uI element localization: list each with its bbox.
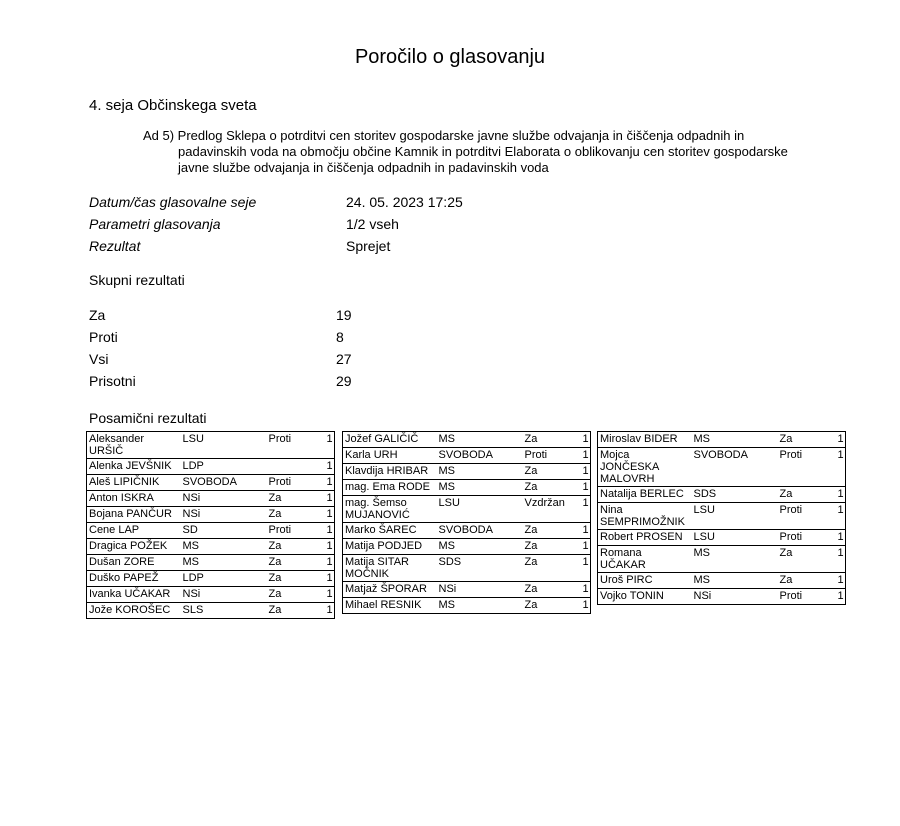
table-row (598, 573, 846, 589)
vote-count (836, 487, 846, 503)
table-row (343, 448, 591, 464)
member-name (87, 539, 181, 555)
votes-table-col-1 (86, 431, 335, 619)
member-name (598, 448, 692, 487)
member-party-text: LSU (438, 497, 460, 509)
member-party (181, 603, 267, 619)
member-vote (267, 571, 325, 587)
member-vote (778, 448, 836, 487)
vote-count (836, 448, 846, 487)
member-vote-text: Proti (779, 504, 803, 516)
member-vote-text: Proti (779, 449, 803, 461)
member-vote (267, 459, 325, 475)
member-party-text: SDS (438, 556, 462, 568)
member-party-text: SD (182, 524, 198, 536)
member-name (87, 475, 181, 491)
vote-count-text: 1 (326, 604, 333, 616)
member-party (692, 448, 778, 487)
member-vote (523, 464, 581, 480)
member-party (437, 448, 523, 464)
member-vote (267, 555, 325, 571)
table-row (343, 555, 591, 582)
session-title: 4. seja Občinskega sveta (89, 97, 257, 114)
totals-value: 8 (336, 329, 344, 345)
member-name (598, 530, 692, 546)
votes-table-col-2 (342, 431, 591, 614)
member-party (181, 571, 267, 587)
vote-count (325, 587, 335, 603)
vote-count (581, 464, 591, 480)
table-row (87, 555, 335, 571)
member-vote-text: Za (524, 556, 538, 568)
param-value: 24. 05. 2023 17:25 (346, 194, 463, 210)
member-party (692, 503, 778, 530)
individual-heading: Posamični rezultati (89, 410, 207, 426)
table-row (343, 496, 591, 523)
vote-count-text: 1 (837, 531, 844, 543)
member-name (87, 555, 181, 571)
member-vote-text: Za (524, 465, 538, 477)
member-party (181, 459, 267, 475)
member-party-text: SVOBODA (693, 449, 748, 461)
member-name-text: Karla URH (345, 449, 398, 461)
vote-count (581, 555, 591, 582)
member-party-text: MS (182, 540, 199, 552)
member-party (181, 475, 267, 491)
member-name-text: Mihael RESNIK (345, 599, 422, 611)
member-party-text: SVOBODA (438, 449, 493, 461)
vote-count (581, 448, 591, 464)
member-party-text: MS (438, 481, 455, 493)
vote-count-text: 1 (837, 590, 844, 602)
member-name-text: Aleš LIPIČNIK (89, 476, 160, 488)
vote-count-text: 1 (837, 547, 844, 559)
vote-count (836, 503, 846, 530)
member-party (692, 589, 778, 605)
member-vote-text: Za (268, 604, 282, 616)
member-vote (523, 496, 581, 523)
member-party (437, 598, 523, 614)
vote-count-text: 1 (582, 599, 589, 611)
member-name (343, 432, 437, 448)
member-party (437, 582, 523, 598)
member-name-text: Dragica POŽEK (89, 540, 168, 552)
totals-value: 19 (336, 307, 352, 323)
member-party-text: MS (693, 547, 710, 559)
param-label: Parametri glasovanja (89, 216, 221, 232)
vote-count (325, 603, 335, 619)
member-name (87, 459, 181, 475)
vote-count-text: 1 (582, 433, 589, 445)
member-name (87, 587, 181, 603)
vote-count-text: 1 (837, 488, 844, 500)
member-name (343, 496, 437, 523)
member-party-text: MS (182, 556, 199, 568)
member-party (181, 587, 267, 603)
member-party (437, 539, 523, 555)
vote-count-text: 1 (326, 588, 333, 600)
vote-count-text: 1 (326, 572, 333, 584)
member-vote (778, 573, 836, 589)
member-name-text: Romana UČAKAR (600, 547, 646, 571)
table-row (343, 523, 591, 539)
agenda-line-3: javne službe odvajanja in čiščenja odpadnih in padavinskih voda (178, 160, 549, 175)
member-name-text: Uroš PIRC (600, 574, 653, 586)
vote-count-text: 1 (326, 433, 333, 445)
member-party (692, 573, 778, 589)
vote-count (836, 530, 846, 546)
vote-count-text: 1 (326, 460, 333, 472)
member-name-text: Bojana PANČUR (89, 508, 172, 520)
member-party (692, 432, 778, 448)
member-vote-text: Za (268, 588, 282, 600)
member-vote-text: Za (524, 524, 538, 536)
member-vote-text: Za (779, 547, 793, 559)
member-party-text: SDS (693, 488, 717, 500)
member-party-text: NSi (693, 590, 712, 602)
member-name (598, 487, 692, 503)
member-vote-text: Vzdržan (524, 497, 565, 509)
member-party-text: MS (693, 433, 710, 445)
table-row (343, 432, 591, 448)
vote-count-text: 1 (326, 524, 333, 536)
member-name-text: mag. Ema RODE (345, 481, 430, 493)
member-vote-text: Za (524, 583, 538, 595)
vote-count-text: 1 (582, 556, 589, 568)
member-name (343, 582, 437, 598)
vote-count (836, 589, 846, 605)
member-party-text: NSi (182, 588, 201, 600)
member-party-text: NSi (182, 492, 201, 504)
member-party-text: SVOBODA (438, 524, 493, 536)
member-name-text: Duško PAPEŽ (89, 572, 159, 584)
vote-count-text: 1 (837, 574, 844, 586)
vote-count (836, 432, 846, 448)
member-name-text: mag. Šemso MUJANOVIĆ (345, 497, 410, 521)
member-party-text: SVOBODA (182, 476, 237, 488)
votes-table-col-3 (597, 431, 846, 605)
vote-count (581, 523, 591, 539)
member-party (181, 432, 267, 459)
table-row (343, 480, 591, 496)
table-row (598, 546, 846, 573)
param-value: Sprejet (346, 238, 391, 254)
member-party-text: NSi (438, 583, 457, 595)
member-party-text: LSU (693, 504, 715, 516)
member-vote-text: Za (268, 556, 282, 568)
param-value: 1/2 vseh (346, 216, 399, 232)
vote-count (581, 432, 591, 448)
member-name (598, 589, 692, 605)
table-row (87, 539, 335, 555)
totals-value: 27 (336, 351, 352, 367)
vote-count-text: 1 (837, 504, 844, 516)
member-party (181, 507, 267, 523)
member-vote (778, 546, 836, 573)
agenda-item (143, 128, 823, 176)
member-party-text: MS (438, 540, 455, 552)
member-name-text: Jožef GALIČIČ (345, 433, 419, 445)
member-name (87, 507, 181, 523)
member-name (343, 464, 437, 480)
vote-count (325, 432, 335, 459)
table-row (87, 587, 335, 603)
totals-label: Prisotni (89, 373, 136, 389)
vote-count-text: 1 (837, 433, 844, 445)
table-row (87, 507, 335, 523)
member-party (181, 523, 267, 539)
member-name-text: Matija SITAR MOČNIK (345, 556, 409, 580)
member-party-text: LSU (693, 531, 715, 543)
member-party-text: NSi (182, 508, 201, 520)
member-name (598, 546, 692, 573)
member-name-text: Alenka JEVŠNIK (89, 460, 172, 472)
member-vote-text: Za (268, 508, 282, 520)
member-name (343, 523, 437, 539)
member-vote-text: Za (524, 481, 538, 493)
member-vote-text: Proti (268, 433, 292, 445)
vote-count-text: 1 (326, 476, 333, 488)
table-row (343, 582, 591, 598)
member-vote-text: Proti (268, 476, 292, 488)
totals-label: Za (89, 307, 106, 323)
member-name-text: Dušan ZORE (89, 556, 155, 568)
member-name (87, 432, 181, 459)
member-name-text: Natalija BERLEC (600, 488, 684, 500)
member-party (692, 530, 778, 546)
member-name-text: Ivanka UČAKAR (89, 588, 171, 600)
member-party-text: LSU (182, 433, 204, 445)
vote-count (581, 598, 591, 614)
member-vote (778, 589, 836, 605)
member-name-text: Jože KOROŠEC (89, 604, 171, 616)
member-party (692, 487, 778, 503)
page-title: Poročilo o glasovanju (354, 46, 546, 68)
param-label: Datum/čas glasovalne seje (89, 194, 257, 210)
member-vote (267, 475, 325, 491)
vote-count (325, 491, 335, 507)
member-party-text: MS (438, 599, 455, 611)
member-vote (267, 539, 325, 555)
member-party (181, 539, 267, 555)
vote-count (325, 459, 335, 475)
member-party-text: MS (438, 433, 455, 445)
param-label: Rezultat (89, 238, 141, 254)
vote-count-text: 1 (582, 449, 589, 461)
vote-count (581, 496, 591, 523)
member-vote (267, 491, 325, 507)
member-vote-text: Za (524, 599, 538, 611)
vote-count (836, 546, 846, 573)
member-name-text: Mojca JONČESKA MALOVRH (600, 449, 659, 485)
member-name (343, 448, 437, 464)
member-party (437, 480, 523, 496)
member-vote-text: Za (268, 572, 282, 584)
member-name-text: Matjaž ŠPORAR (345, 583, 427, 595)
member-party-text: LDP (182, 460, 204, 472)
table-row (343, 598, 591, 614)
member-name-text: Anton ISKRA (89, 492, 154, 504)
table-row (598, 589, 846, 605)
totals-heading: Skupni rezultati (89, 272, 185, 288)
member-name (343, 598, 437, 614)
table-row (87, 523, 335, 539)
vote-count (836, 573, 846, 589)
member-name (343, 480, 437, 496)
member-name (598, 503, 692, 530)
member-party-text: MS (693, 574, 710, 586)
member-vote-text: Za (268, 540, 282, 552)
member-party (437, 523, 523, 539)
member-vote-text: Proti (268, 524, 292, 536)
member-vote (778, 503, 836, 530)
member-vote (523, 582, 581, 598)
member-party-text: MS (438, 465, 455, 477)
member-party (437, 496, 523, 523)
member-party (437, 432, 523, 448)
vote-count (325, 523, 335, 539)
member-name (87, 603, 181, 619)
vote-count (325, 507, 335, 523)
member-name-text: Matija PODJED (345, 540, 423, 552)
member-vote (778, 530, 836, 546)
member-vote (267, 507, 325, 523)
vote-count-text: 1 (326, 492, 333, 504)
agenda-line-2: padavinskih voda na območju občine Kamnik in potrditvi Elaborata o oblikovanju cen storitev gospodarske (178, 144, 788, 159)
member-vote (778, 432, 836, 448)
member-vote (778, 487, 836, 503)
member-vote (523, 598, 581, 614)
table-row (87, 603, 335, 619)
totals-label: Proti (89, 329, 118, 345)
member-vote-text: Proti (779, 531, 803, 543)
member-vote (523, 555, 581, 582)
vote-count-text: 1 (582, 583, 589, 595)
member-vote (523, 523, 581, 539)
vote-count (581, 480, 591, 496)
member-vote-text: Proti (779, 590, 803, 602)
member-vote-text: Proti (524, 449, 548, 461)
table-row (87, 432, 335, 459)
member-name-text: Marko ŠAREC (345, 524, 417, 536)
member-party (181, 555, 267, 571)
member-vote-text: Za (524, 540, 538, 552)
member-name-text: Aleksander URŠIČ (89, 433, 145, 457)
totals-value: 29 (336, 373, 352, 389)
member-vote (267, 603, 325, 619)
member-name-text: Cene LAP (89, 524, 140, 536)
member-vote (267, 432, 325, 459)
vote-count-text: 1 (582, 524, 589, 536)
member-vote-text: Za (268, 492, 282, 504)
member-vote-text: Za (779, 433, 793, 445)
vote-count (325, 475, 335, 491)
member-name (598, 573, 692, 589)
member-party (692, 546, 778, 573)
member-name (87, 523, 181, 539)
member-vote (523, 480, 581, 496)
member-vote (523, 539, 581, 555)
vote-count (325, 571, 335, 587)
vote-count-text: 1 (326, 508, 333, 520)
table-row (87, 491, 335, 507)
member-name (343, 555, 437, 582)
member-vote-text: Za (779, 488, 793, 500)
member-name (343, 539, 437, 555)
table-row (598, 487, 846, 503)
member-name-text: Robert PROSEN (600, 531, 683, 543)
agenda-line-1: Ad 5) Predlog Sklepa o potrditvi cen storitev gospodarske javne službe odvajanja in čiščenja odpadnih in (143, 128, 745, 143)
vote-count-text: 1 (582, 497, 589, 509)
vote-count-text: 1 (326, 556, 333, 568)
member-name-text: Klavdija HRIBAR (345, 465, 429, 477)
member-vote-text: Za (779, 574, 793, 586)
member-party (181, 491, 267, 507)
table-row (87, 571, 335, 587)
member-name (87, 571, 181, 587)
vote-count-text: 1 (582, 481, 589, 493)
vote-count-text: 1 (326, 540, 333, 552)
table-row (87, 475, 335, 491)
member-vote (267, 587, 325, 603)
member-party-text: SLS (182, 604, 204, 616)
member-vote-text: Za (524, 433, 538, 445)
vote-count-text: 1 (582, 540, 589, 552)
vote-count-text: 1 (837, 449, 844, 461)
vote-count (581, 582, 591, 598)
member-vote (523, 448, 581, 464)
vote-count-text: 1 (582, 465, 589, 477)
member-name-text: Miroslav BIDER (600, 433, 678, 445)
member-name (87, 491, 181, 507)
vote-count (325, 555, 335, 571)
member-vote-text (269, 459, 323, 461)
table-row (598, 503, 846, 530)
member-party (437, 555, 523, 582)
member-name-text: Nina SEMPRIMOŽNIK (600, 504, 685, 528)
table-row (87, 459, 335, 475)
vote-count (325, 539, 335, 555)
table-row (598, 530, 846, 546)
member-party-text: LDP (182, 572, 204, 584)
member-vote (523, 432, 581, 448)
member-party (437, 464, 523, 480)
table-row (343, 464, 591, 480)
member-vote (267, 523, 325, 539)
member-name-text: Vojko TONIN (600, 590, 664, 602)
table-row (598, 432, 846, 448)
table-row (343, 539, 591, 555)
vote-count (581, 539, 591, 555)
member-name (598, 432, 692, 448)
totals-label: Vsi (89, 351, 109, 367)
table-row (598, 448, 846, 487)
